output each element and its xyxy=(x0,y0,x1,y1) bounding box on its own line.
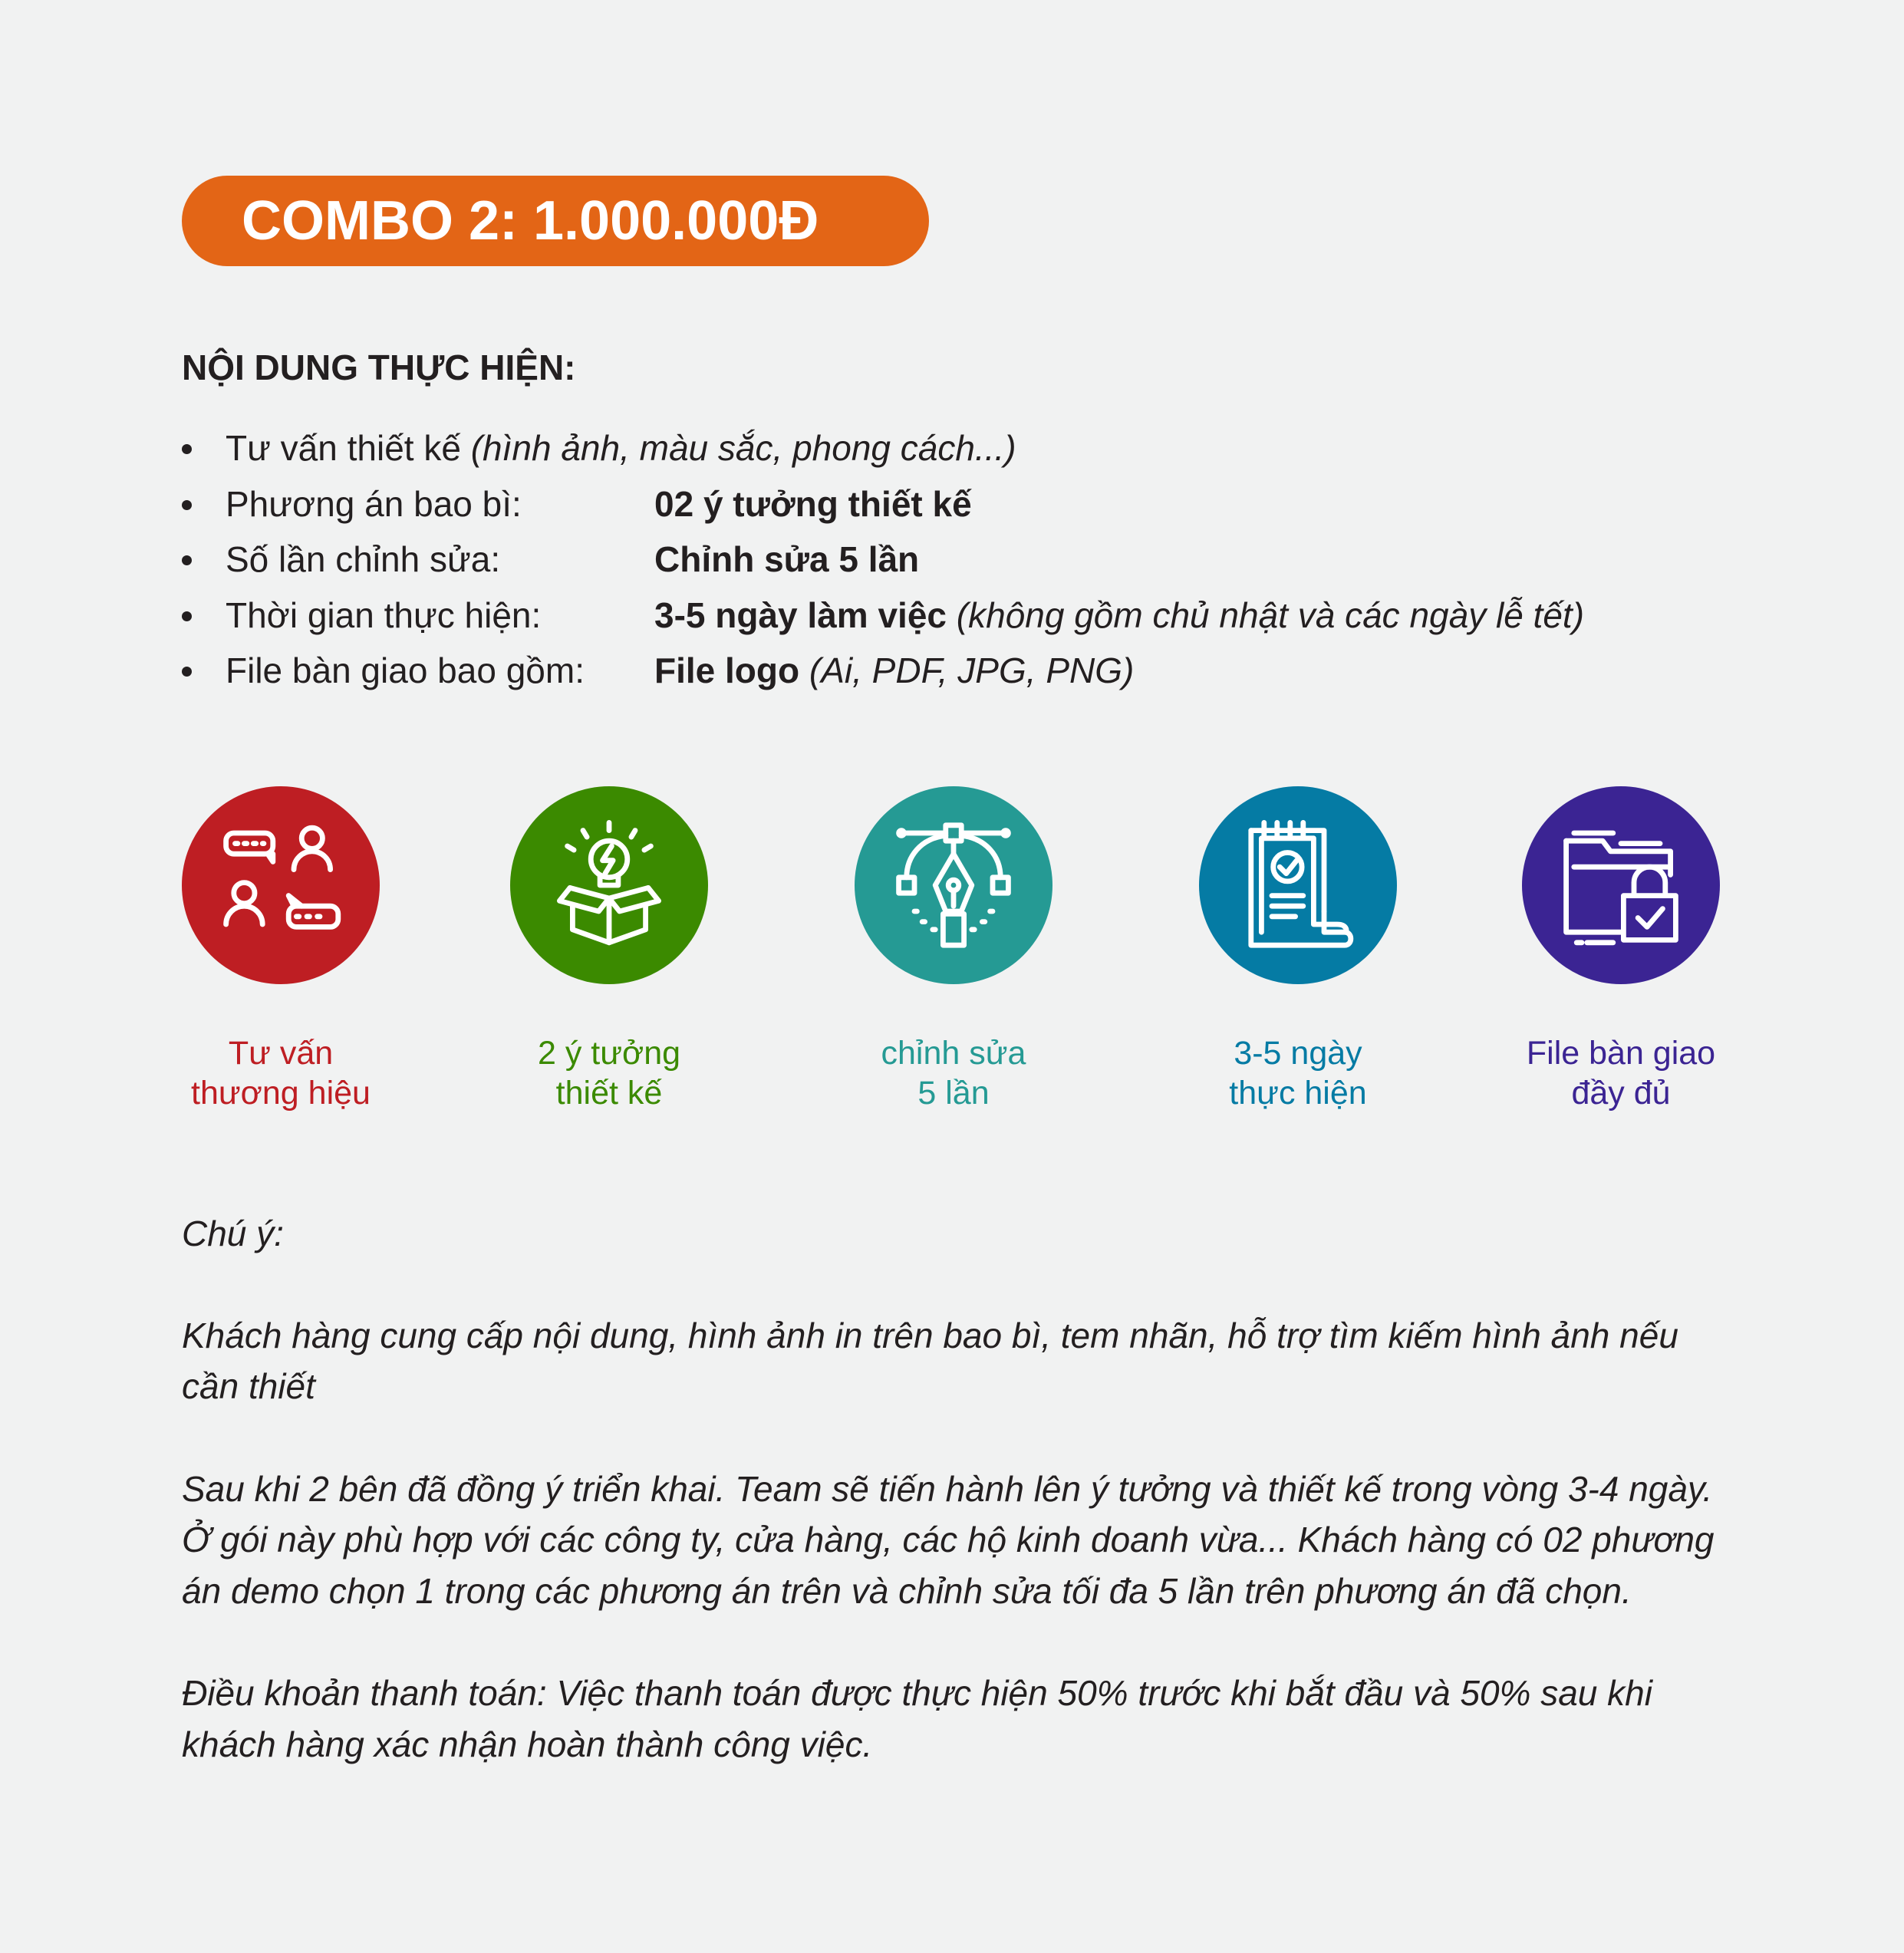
checklist-notepad-icon xyxy=(1233,820,1363,950)
item-note: (không gồm chủ nhật và các ngày lễ tết) xyxy=(956,594,1585,635)
feature-revisions xyxy=(792,786,1115,1113)
list-item xyxy=(182,476,1793,532)
feature-circle xyxy=(1522,786,1720,984)
feature-circle xyxy=(1199,786,1397,984)
item-value: 02 ý tưởng thiết kế xyxy=(654,483,972,524)
list-item xyxy=(182,588,1793,644)
feature-label: Tư vấn thương hiệu xyxy=(191,1035,371,1112)
feature-circle xyxy=(510,786,708,984)
note-paragraph: Điều khoản thanh toán: Việc thanh toán được thực hiện 50% trước khi bắt đầu và 50% sau khi khách hàng xác nhận hoàn thành công việc. xyxy=(182,1673,1652,1764)
feature-files xyxy=(1460,786,1782,1113)
feature-label: File bàn giao đầy đủ xyxy=(1526,1035,1716,1112)
list-item xyxy=(182,420,1793,476)
list-item xyxy=(182,532,1793,588)
feature-ideas xyxy=(448,786,770,1113)
item-label: Số lần chỉnh sửa: xyxy=(226,539,501,579)
item-detail: (hình ảnh, màu sắc, phong cách...) xyxy=(470,428,1016,468)
bullet-icon xyxy=(182,555,192,565)
price-banner xyxy=(182,176,929,266)
notes-section xyxy=(182,1208,1724,1770)
feature-label: 2 ý tưởng thiết kế xyxy=(537,1035,681,1112)
note-paragraph: Khách hàng cung cấp nội dung, hình ảnh in trên bao bì, tem nhãn, hỗ trợ tìm kiếm hình ảnh nếu cần thiết xyxy=(182,1315,1678,1406)
item-value: 3-5 ngày làm việc xyxy=(654,594,947,635)
bullet-icon xyxy=(182,667,192,677)
feature-consulting xyxy=(120,786,442,1113)
item-label: Phương án bao bì: xyxy=(226,483,522,524)
feature-label: 3-5 ngày thực hiện xyxy=(1229,1035,1367,1112)
feature-timeline xyxy=(1137,786,1459,1113)
item-label: File bàn giao bao gồm: xyxy=(226,650,585,690)
section-title: NỘI DUNG THỰC HIỆN: xyxy=(182,347,576,387)
item-label: Tư vấn thiết kế xyxy=(226,428,461,468)
banner-title: COMBO 2: 1.000.000Đ xyxy=(242,190,819,252)
notes-title: Chú ý: xyxy=(182,1214,284,1253)
feature-circle xyxy=(855,786,1052,984)
idea-box-icon xyxy=(544,820,674,950)
details-list xyxy=(182,420,1793,699)
bullet-icon xyxy=(182,611,192,621)
item-label: Thời gian thực hiện: xyxy=(226,594,542,635)
consulting-people-icon xyxy=(216,820,346,950)
bullet-icon xyxy=(182,444,192,454)
feature-circle xyxy=(182,786,380,984)
feature-label: chỉnh sửa 5 lần xyxy=(881,1035,1026,1112)
list-item xyxy=(182,643,1793,699)
locked-folder-icon xyxy=(1556,820,1686,950)
item-value: Chỉnh sửa 5 lần xyxy=(654,539,920,579)
item-value: File logo xyxy=(654,650,800,690)
pen-tool-icon xyxy=(888,820,1019,950)
item-note: (Ai, PDF, JPG, PNG) xyxy=(809,650,1135,690)
note-paragraph: Sau khi 2 bên đã đồng ý triển khai. Team sẽ tiến hành lên ý tưởng và thiết kế trong vòng 3-4 ngày. Ở gói này phù hợp với các công ty, cửa hàng, các hộ kinh doanh vừa... Khách hàng có 02 phương án demo chọn 1 trong các phương án trên và chỉnh sửa tối đa 5 lần trên phương án đã chọn. xyxy=(182,1468,1715,1611)
bullet-icon xyxy=(182,500,192,510)
